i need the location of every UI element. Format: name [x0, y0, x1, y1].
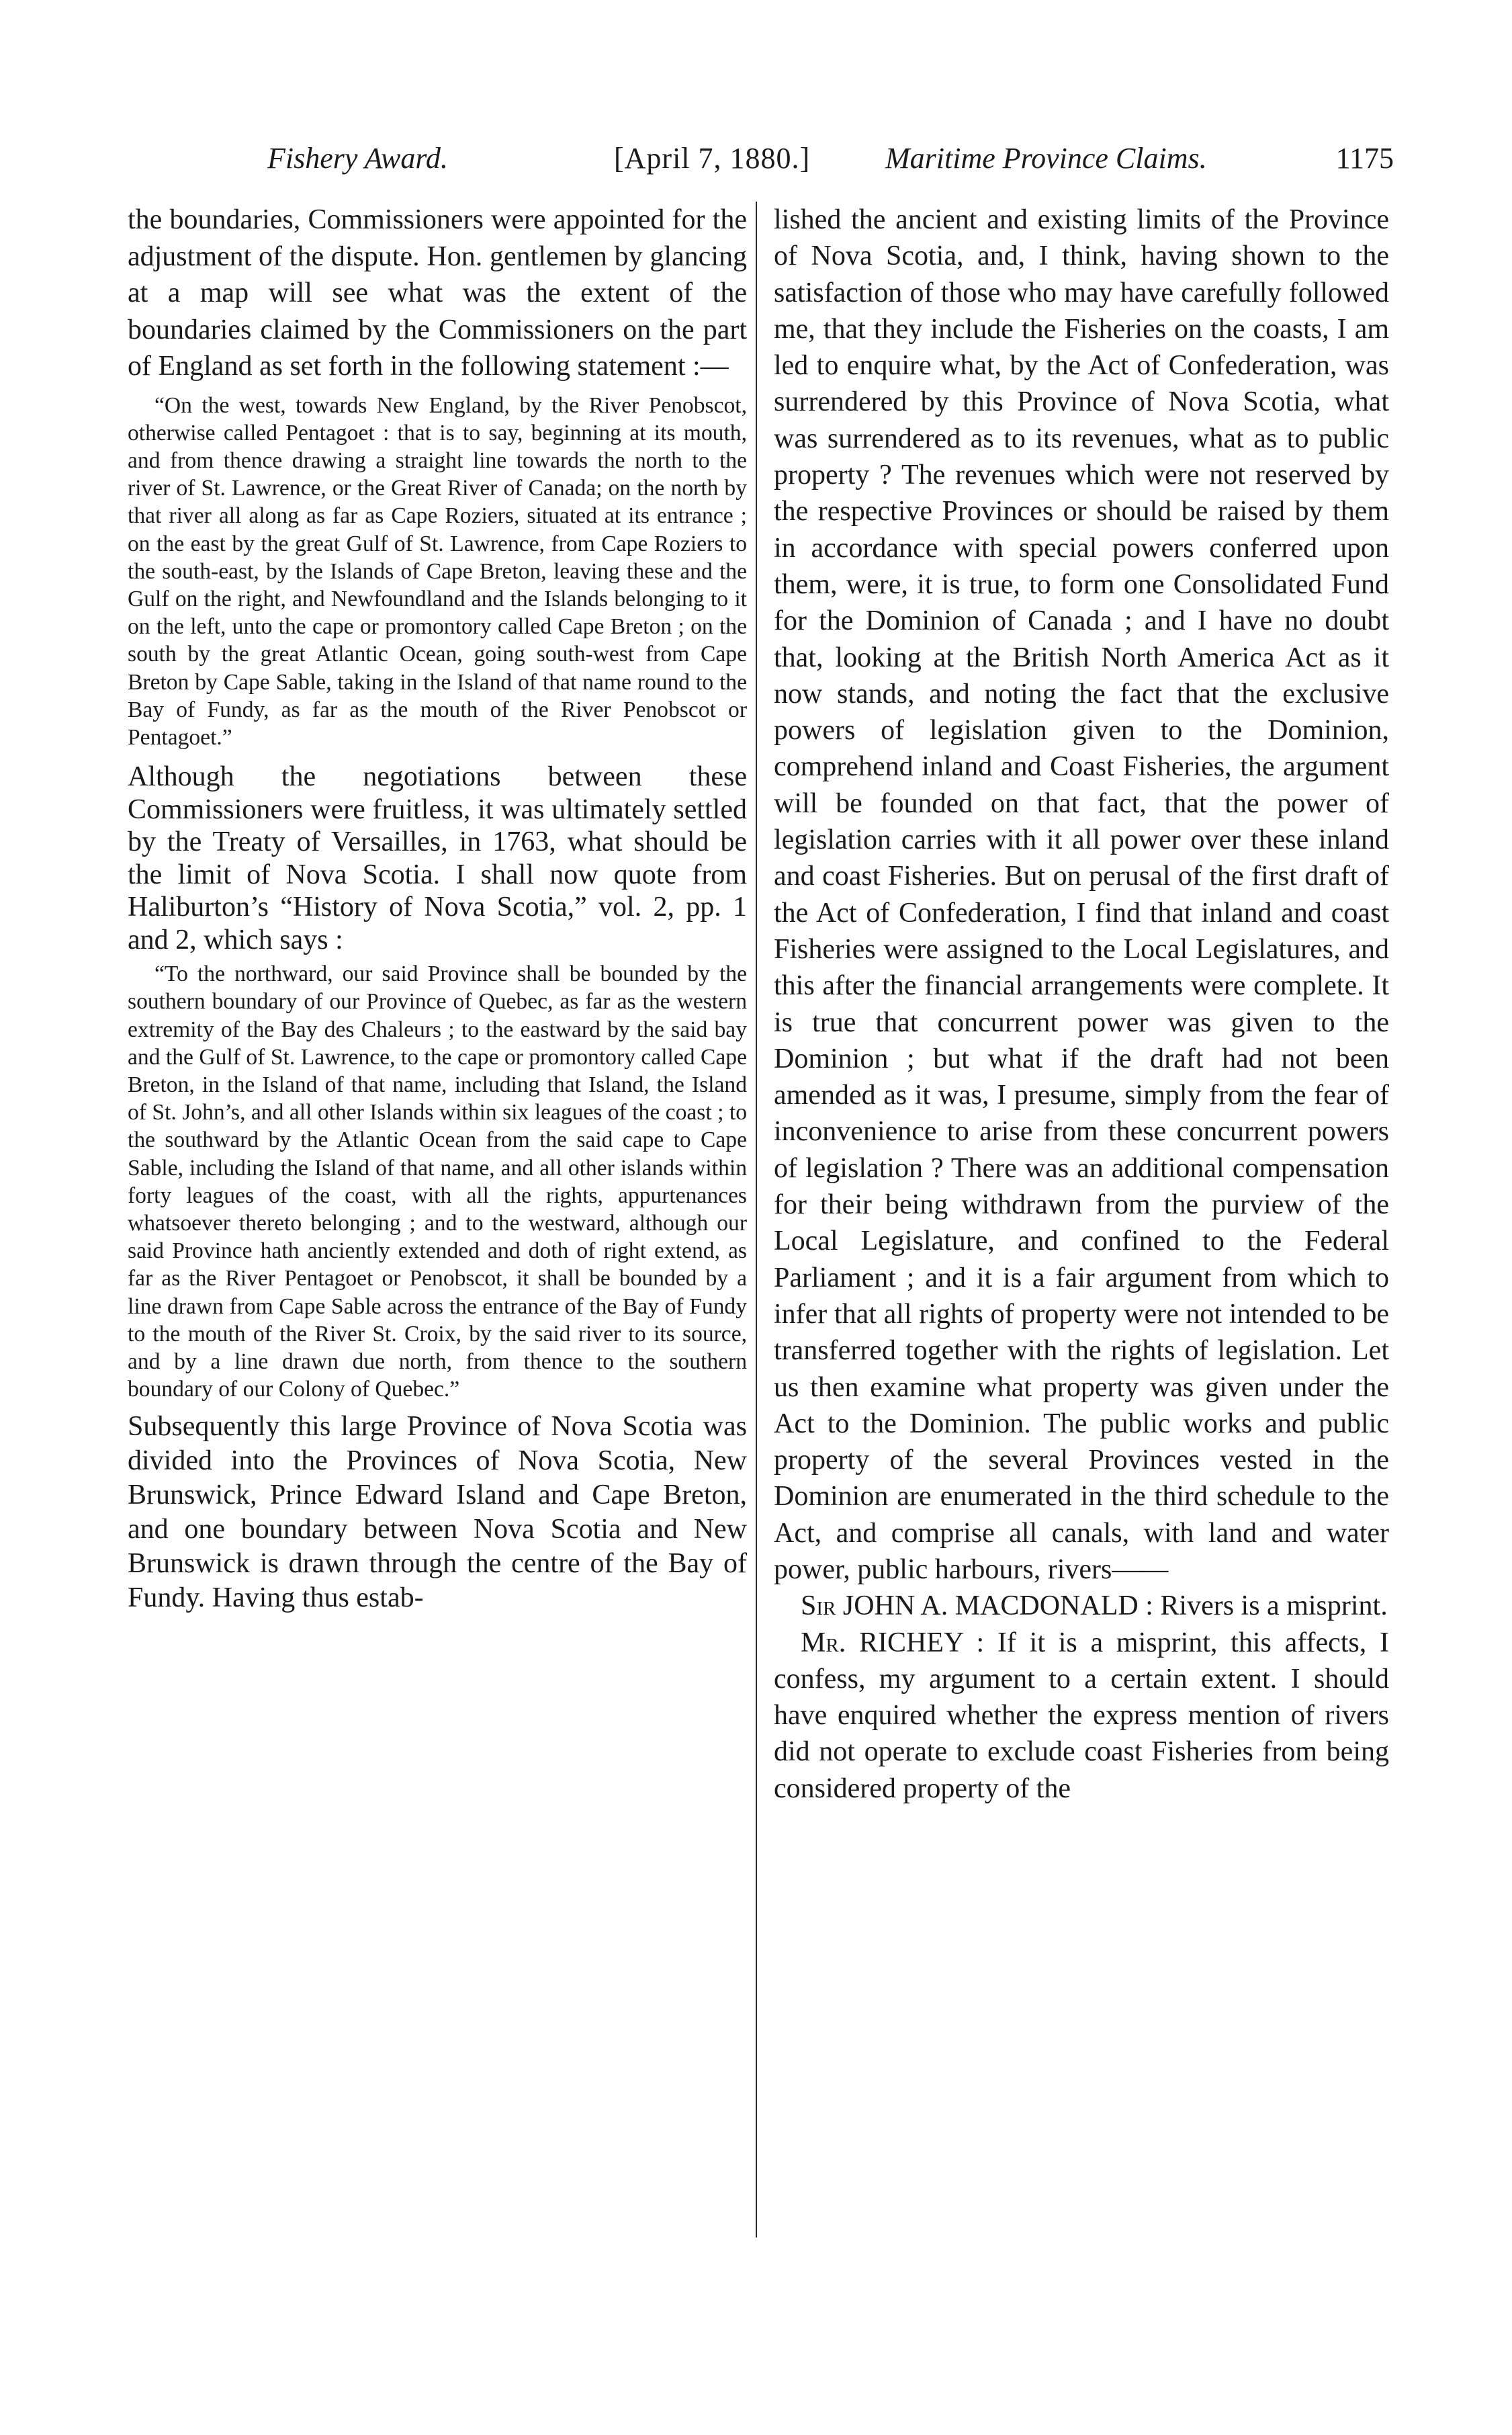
left-column — [128, 202, 747, 1615]
column-divider — [756, 202, 757, 2237]
boundary-quote-1: “On the west, towards New England, by the River Penobscot, otherwise called Pentagoet : that is to say, beginning at its mouth, and from thence drawing a straight line towards the north to the river of St. Lawrence, or the Great River of Canada; on the north by that river all along as far as Cape Roziers, situated at its entrance ; on the east by the great Gulf of St. Lawrence, from Cape Roziers to the south-east, by the Islands of Cape Breton, leaving these and the Gulf on the right, and Newfoundland and the Islands belonging to it on the left, unto the cape or promontory called Cape Breton ; on the south by the great Atlantic Ocean, going south-west from Cape Breton by Cape Sable, taking in the Island of that name round to the Bay of Fundy, as far as the mouth of the River Penobscot or Pentagoet.” — [128, 392, 747, 750]
left-paragraph-3: Subsequently this large Province of Nova Scotia was divided into the Provinces of Nova Scotia, New Brunswick, Prince Edward Island and Cape Breton, and one boundary between Nova Scotia and New Brunswick is drawn through the centre of the Bay of Fundy. Having thus estab- — [128, 1411, 747, 1614]
speaker-macdonald: Sir JOHN A. MACDONALD : — [801, 1590, 1153, 1622]
header-left-title: Fishery Award. — [267, 142, 448, 175]
page-number: 1175 — [1335, 142, 1394, 175]
header-date: [April 7, 1880.] — [614, 142, 811, 175]
running-header — [128, 137, 1394, 180]
haliburton-quote: “To the northward, our said Province shall be bounded by the southern boundary of our Province of Quebec, as far as the western extremity of the Bay des Chaleurs ; to the eastward by the said bay and the Gulf of St. Lawrence, to the cape or promontory called Cape Breton, in the Island of that name, including that Island, the Island of St. John’s, and all other Islands within six leagues of the coast ; to the southward by the Atlantic Ocean from the said cape to Cape Sable, including the Island of that name, and all other islands within forty leagues of the coast, with all the rights, appurtenances whatsoever thereto belonging ; and to the westward, although our said Province hath anciently extended and doth of right extend, as far as the River Pentagoet or Penobscot, it shall be bounded by a line drawn from Cape Sable across the entrance of the Bay of Fundy to the mouth of the River St. Croix, by the said river to its source, and by a line drawn due north, from thence to the southern boundary of our Colony of Quebec.” — [128, 962, 747, 1402]
speech-richey — [774, 1625, 1389, 1807]
header-right-title: Maritime Province Claims. — [885, 142, 1207, 175]
speech-macdonald-text: Rivers is a misprint. — [1160, 1590, 1388, 1622]
right-paragraph-1: lished the ancient and existing limits of the Province of Nova Scotia, and, I think, having shown to the satisfaction of those who may have carefully followed me, that they include the Fisheries on the coasts, I am led to enquire what, by the Act of Confederation, was surrendered by this Province of Nova Scotia, what was surrendered as to its revenues, what as to public property ? The revenues which were not reserved by the respective Provinces or should be raised by them in accordance with special powers conferred upon them, were, it is true, to form one Consolidated Fund for the Dominion of Canada ; and I have no doubt that, looking at the British North America Act as it now stands, and noting the fact that the exclusive powers of legislation given to the Dominion, comprehend inland and Coast Fisheries, the argument will be founded on that fact, that the power of legislation carries with it all power over these inland and coast Fisheries. But on perusal of the first draft of the Act of Confederation, I find that inland and coast Fisheries were assigned to the Local Legislatures, and this after the financial arrangements were complete. It is true that concurrent power was given to the Dominion ; but what if the draft had not been amended as it was, I presume, simply from the fear of inconvenience to arise from these concurrent powers of legislation ? There was an additional compensation for their being withdrawn from the purview of the Local Legislature, and confined to the Federal Parliament ; and it is a fair argument from which to infer that all rights of property were not intended to be transferred together with the rights of legislation. Let us then examine what property was given under the Act to the Dominion. The public works and public property of the several Provinces vested in the Dominion are enumerated in the third schedule to the Act, and comprise all canals, with land and water power, public harbours, rivers—— — [774, 204, 1389, 1585]
right-column — [774, 202, 1389, 1807]
speech-macdonald — [774, 1588, 1389, 1624]
left-paragraph-2: Although the negotiations between these Commissioners were fruitless, it was ultimately settled by the Treaty of Versailles, in 1763, what should be the limit of Nova Scotia. I shall now quote from Haliburton’s “History of Nova Scotia,” vol. 2, pp. 1 and 2, which says : — [128, 761, 747, 955]
speaker-richey: Mr. RICHEY : — [801, 1627, 985, 1658]
speech-richey-text: If it is a misprint, this affects, I confess, my argument to a certain extent. I should have enquired whether the express mention of rivers did not operate to exclude coast Fisheries from being considered property of the — [774, 1627, 1390, 1804]
left-paragraph-1: the boundaries, Commissioners were appointed for the adjustment of the dispute. Hon. gentlemen by glancing at a map will see what was the extent of the boundaries claimed by the Commissioners on the part of England as set forth in the following statement :— — [128, 204, 747, 382]
